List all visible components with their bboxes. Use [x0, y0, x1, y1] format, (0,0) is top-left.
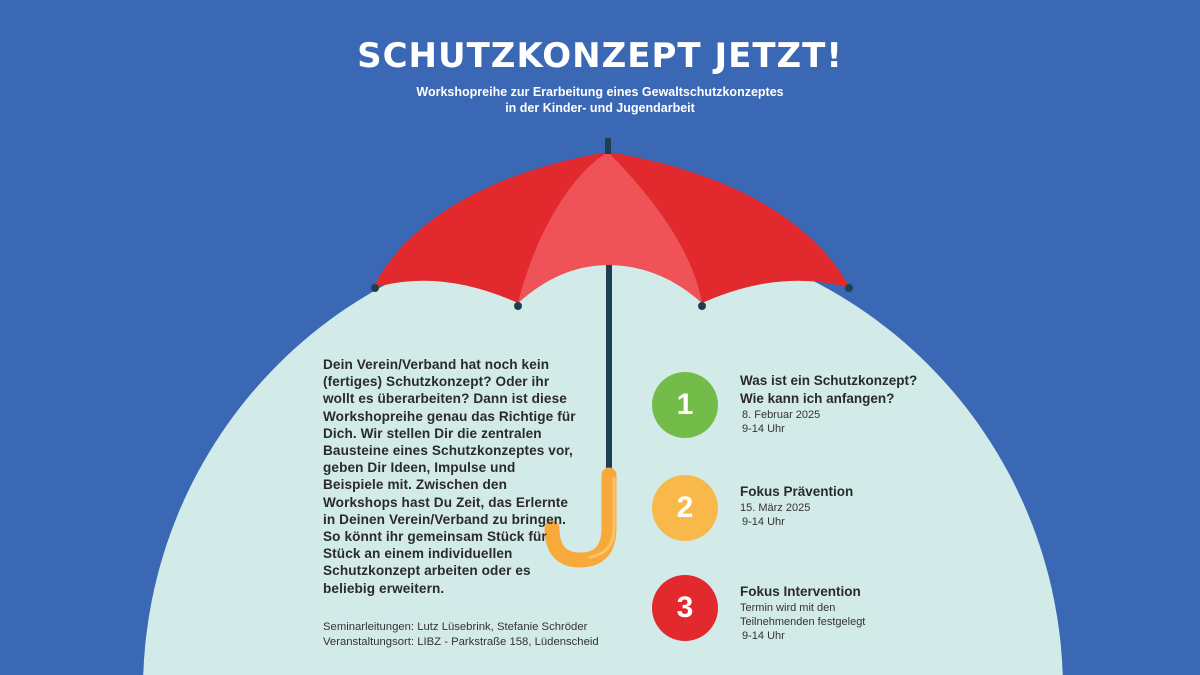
step-date: 8. Februar 2025	[742, 409, 821, 421]
step-date: Termin wird mit den Teilnehmenden festgelegt	[740, 602, 866, 628]
seminar-leaders: Seminarleitungen: Lutz Lüsebrink, Stefanie Schröder	[323, 621, 588, 633]
step-number-badge: 3	[652, 575, 718, 641]
page-title: SCHUTZKONZEPT JETZT!	[357, 36, 843, 76]
page-subtitle	[0, 84, 1200, 116]
step-number-badge: 1	[652, 372, 718, 438]
step-time: 9-14 Uhr	[742, 516, 785, 528]
step-title: Fokus Prävention	[740, 484, 854, 499]
step-number-badge: 2	[652, 475, 718, 541]
background-circle	[143, 230, 1063, 675]
step-time: 9-14 Uhr	[742, 630, 785, 642]
subtitle-line-1: Workshopreihe zur Erarbeitung eines Gewaltschutzkonzeptes	[416, 85, 784, 99]
venue: Veranstaltungsort: LIBZ - Parkstraße 158, Lüdenscheid	[323, 636, 599, 648]
step-title: Was ist ein Schutzkonzept? Wie kann ich anfangen?	[740, 373, 918, 406]
intro-text: Dein Verein/Verband hat noch kein (fertiges) Schutzkonzept? Oder ihr wollt es überarbeiten? Dann ist diese Workshopreihe genau das Richtige für Dich. Wir stellen Dir die zentralen Bausteine eines Schutzkonzeptes vor, geben Dir Ideen, Impulse und Beispiele mit. Zwischen den Workshops hast Du Zeit, das Erlernte in Deinen Verein/Verband zu bringen. So könnt ihr gemeinsam Stück für Stück an einem individuellen Schutzkonzept arbeiten oder es beliebig erweitern.	[323, 357, 576, 596]
subtitle-line-2: in der Kinder- und Jugendarbeit	[505, 101, 695, 115]
umbrella-shaft	[606, 265, 612, 475]
step-time: 9-14 Uhr	[742, 423, 785, 435]
footer-info	[323, 620, 643, 650]
step-date: 15. März 2025	[740, 502, 811, 514]
step-title: Fokus Intervention	[740, 584, 861, 599]
